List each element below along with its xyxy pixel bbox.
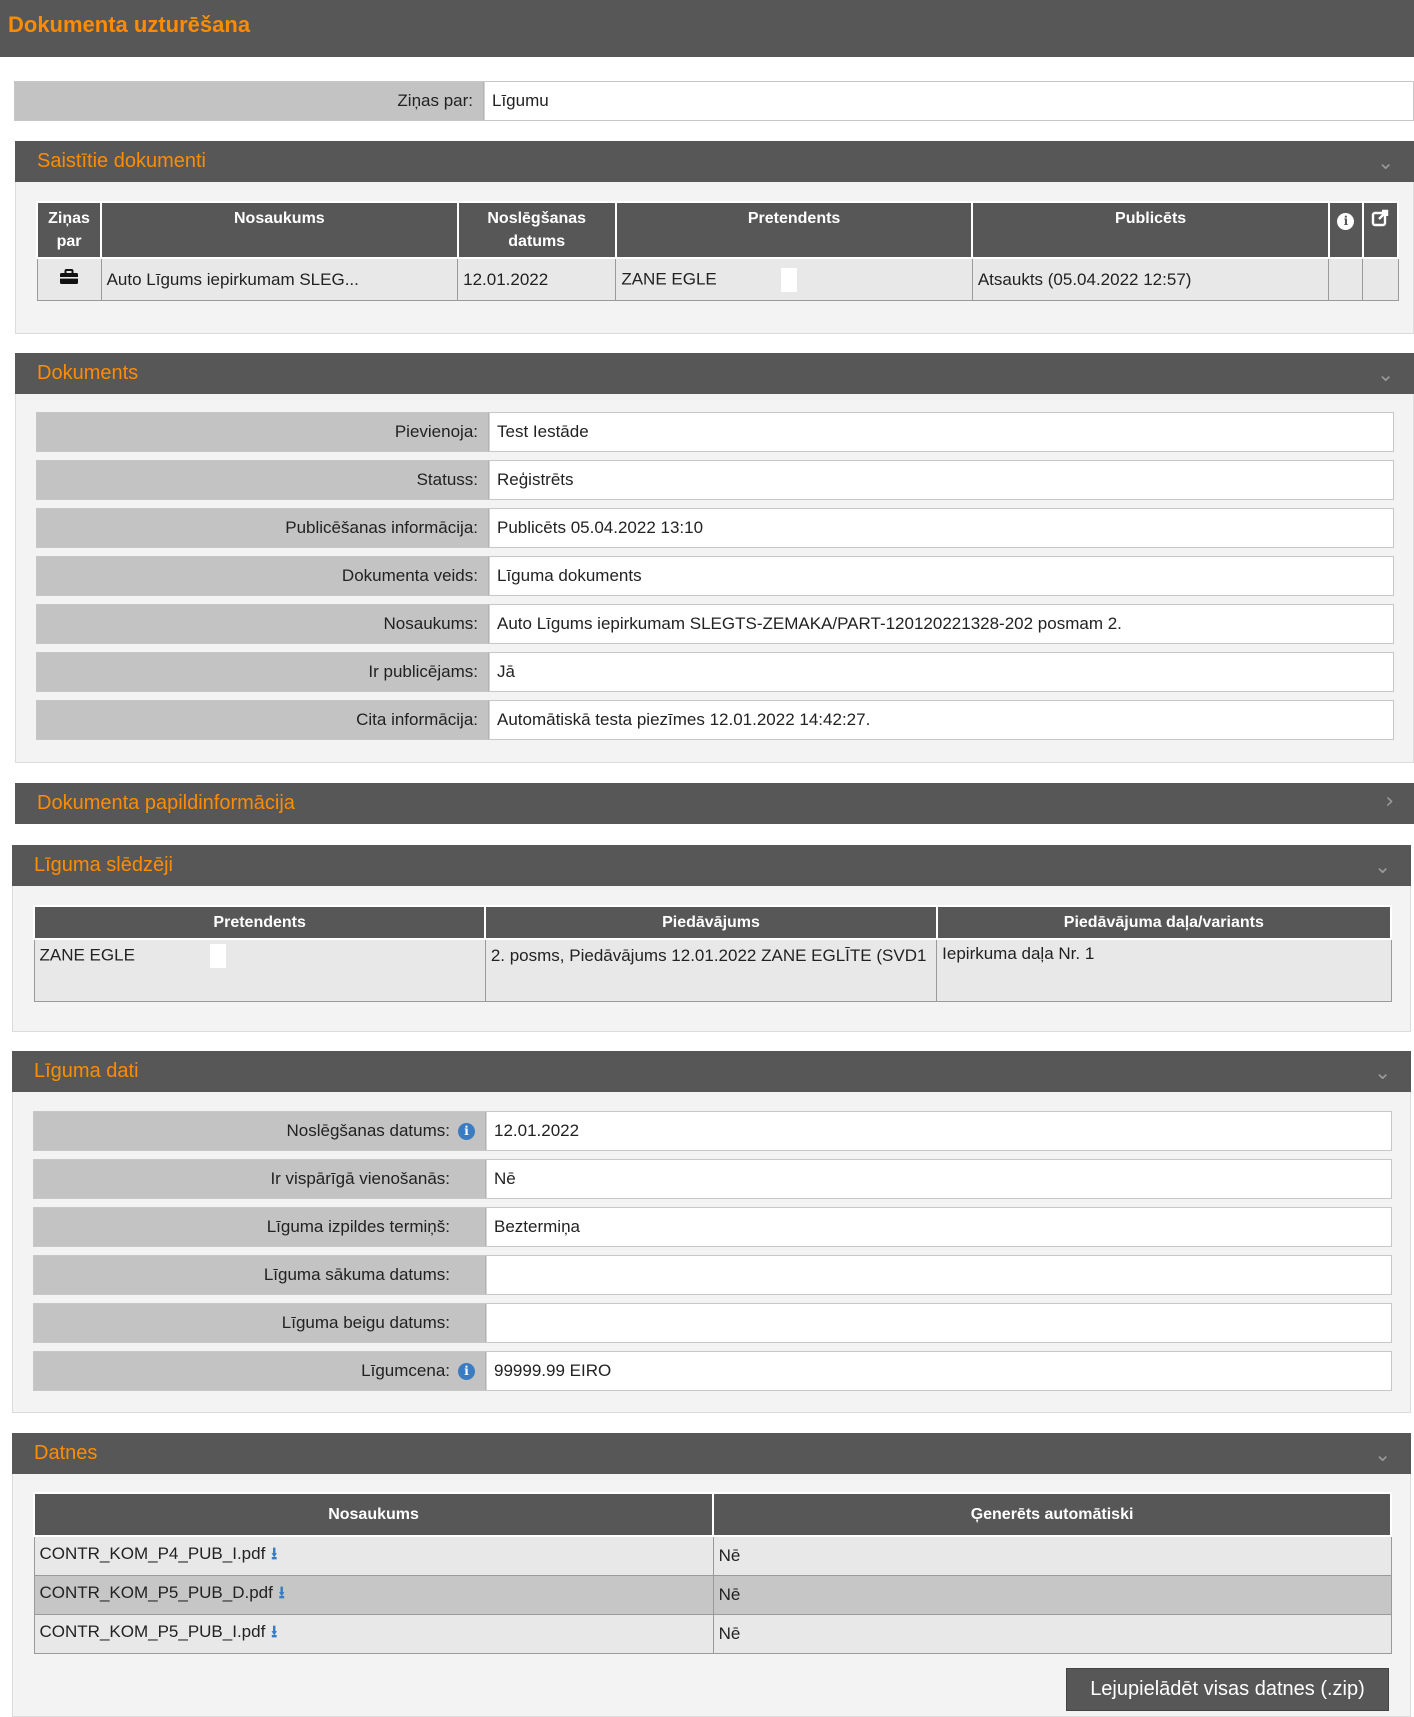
flag-box (210, 944, 226, 968)
flag-box (781, 268, 797, 292)
col-info (1329, 202, 1363, 258)
chevron-down-icon[interactable]: ⌄ (1374, 1442, 1391, 1466)
document-field-row (36, 604, 1394, 644)
auto-cell: Nē (713, 1614, 1391, 1653)
field-label: Ir publicējams: (37, 653, 489, 691)
field-label-text: Noslēgšanas datums: (286, 1121, 450, 1140)
col-open (1363, 202, 1398, 258)
document-field-row (36, 508, 1394, 548)
download-icon[interactable]: ⭳ (265, 1622, 278, 1643)
field-label-text: Ir vispārīgā vienošanās: (270, 1169, 450, 1188)
files-title: Datnes (34, 1442, 98, 1464)
field-label: Statuss: (37, 461, 489, 499)
col-bidder: Pretendents (34, 906, 485, 939)
info-icon[interactable]: i (458, 1363, 475, 1380)
col-bidder: Pretendents (616, 202, 973, 258)
about-label: Ziņas par: (15, 82, 484, 120)
field-label: Nosaukums: (37, 605, 489, 643)
field-value: Test Iestāde (489, 413, 1393, 451)
extra-info-header[interactable] (15, 783, 1414, 824)
field-label (34, 1160, 486, 1198)
contract-field-row (33, 1255, 1392, 1295)
contract-data-header[interactable] (12, 1051, 1411, 1092)
chevron-down-icon[interactable]: ⌄ (1374, 1060, 1391, 1084)
table-row (34, 1575, 1391, 1614)
file-link[interactable]: CONTR_KOM_P5_PUB_D.pdf (39, 1583, 273, 1603)
table-row (34, 1536, 1391, 1575)
published-cell: Atsaukts (05.04.2022 12:57) (972, 258, 1329, 300)
field-label (34, 1352, 486, 1390)
contract-data-title: Līguma dati (34, 1060, 139, 1082)
col-about: Ziņas par (37, 202, 101, 258)
col-file-name: Nosaukums (34, 1493, 713, 1536)
date-cell: 12.01.2022 (458, 258, 616, 300)
linked-docs-header[interactable] (15, 141, 1414, 182)
field-label (34, 1112, 486, 1150)
linked-docs-table (36, 201, 1399, 301)
field-label: Pievienoja: (37, 413, 489, 451)
page-title: Dokumenta uzturēšana (0, 0, 1414, 57)
col-date: Noslēgšanas datums (458, 202, 616, 258)
bidder-cell (34, 939, 485, 1001)
contractors-header[interactable] (12, 845, 1411, 886)
field-value: Nē (486, 1160, 1391, 1198)
document-header[interactable] (15, 353, 1414, 394)
info-icon[interactable]: i (458, 1123, 475, 1140)
file-name-cell (34, 1614, 713, 1653)
table-row[interactable] (34, 939, 1391, 1001)
field-value: Reģistrēts (489, 461, 1393, 499)
document-title: Dokuments (37, 362, 139, 384)
document-field-row (36, 652, 1394, 692)
auto-cell: Nē (713, 1536, 1391, 1575)
contract-field-row (33, 1111, 1392, 1151)
name-cell[interactable]: Auto Līgums iepirkumam SLEG... (101, 258, 458, 300)
auto-cell: Nē (713, 1575, 1391, 1614)
bidder-name: ZANE EGLE (621, 269, 717, 289)
linked-docs-title: Saistītie dokumenti (37, 150, 206, 172)
field-label-text: Līgumcena: (361, 1361, 450, 1380)
file-link[interactable]: CONTR_KOM_P4_PUB_I.pdf (39, 1544, 266, 1564)
part-cell: Iepirkuma daļa Nr. 1 (937, 939, 1391, 1001)
open-cell (1363, 258, 1398, 300)
field-value: 99999.99 EIRO (486, 1352, 1391, 1390)
contract-field-row (33, 1207, 1392, 1247)
field-value: Jā (489, 653, 1393, 691)
field-value: Līguma dokuments (489, 557, 1393, 595)
field-value: Automātiskā testa piezīmes 12.01.2022 14:42:27. (489, 701, 1393, 739)
field-value (486, 1304, 1391, 1342)
bidder-cell (616, 258, 973, 300)
bidder-name: ZANE EGLE (39, 945, 135, 965)
field-value: Auto Līgums iepirkumam SLEGTS-ZEMAKA/PART-120120221328-202 posmam 2. (489, 605, 1393, 643)
contract-field-row (33, 1303, 1392, 1343)
info-icon[interactable]: i (1337, 213, 1354, 230)
chevron-right-icon[interactable]: › (1385, 789, 1394, 814)
about-value: Līgumu (484, 82, 1413, 120)
chevron-down-icon[interactable]: ⌄ (1377, 150, 1394, 174)
table-row[interactable] (37, 258, 1398, 300)
chevron-down-icon[interactable]: ⌄ (1374, 854, 1391, 878)
files-table (33, 1492, 1392, 1654)
file-name-cell (34, 1536, 713, 1575)
download-all-button[interactable]: Lejupielādēt visas datnes (.zip) (1066, 1668, 1389, 1711)
files-header[interactable] (12, 1433, 1411, 1474)
contractors-table (33, 905, 1392, 1002)
about-cell (37, 258, 101, 300)
field-label: Cita informācija: (37, 701, 489, 739)
document-field-row (36, 700, 1394, 740)
col-part: Piedāvājuma daļa/variants (937, 906, 1391, 939)
file-name-cell (34, 1575, 713, 1614)
document-field-row (36, 556, 1394, 596)
field-label-text: Līguma beigu datums: (281, 1313, 450, 1332)
field-label (34, 1256, 486, 1294)
download-icon[interactable]: ⭳ (272, 1583, 285, 1604)
field-label (34, 1304, 486, 1342)
file-link[interactable]: CONTR_KOM_P5_PUB_I.pdf (39, 1622, 266, 1642)
field-label-text: Līguma sākuma datums: (263, 1265, 450, 1284)
briefcase-icon (59, 269, 79, 285)
col-auto: Ģenerēts automātiski (713, 1493, 1391, 1536)
field-label: Publicēšanas informācija: (37, 509, 489, 547)
col-published: Publicēts (972, 202, 1329, 258)
external-link-icon[interactable] (1371, 209, 1389, 227)
field-label (34, 1208, 486, 1246)
document-field-row (36, 460, 1394, 500)
field-value: Beztermiņa (486, 1208, 1391, 1246)
contract-field-row (33, 1351, 1392, 1391)
field-label: Dokumenta veids: (37, 557, 489, 595)
chevron-down-icon[interactable]: ⌄ (1377, 362, 1394, 386)
field-value: Publicēts 05.04.2022 13:10 (489, 509, 1393, 547)
col-name: Nosaukums (101, 202, 458, 258)
table-row (34, 1614, 1391, 1653)
document-field-row (36, 412, 1394, 452)
about-row (14, 81, 1414, 121)
offer-cell: 2. posms, Piedāvājums 12.01.2022 ZANE EGLĪTE (SVD1 (485, 939, 936, 1001)
field-value: 12.01.2022 (486, 1112, 1391, 1150)
info-cell (1329, 258, 1363, 300)
field-value (486, 1256, 1391, 1294)
download-icon[interactable]: ⭳ (265, 1544, 278, 1565)
field-label-text: Līguma izpildes termiņš: (266, 1217, 450, 1236)
col-offer: Piedāvājums (485, 906, 936, 939)
contractors-title: Līguma slēdzēji (34, 854, 173, 876)
contract-field-row (33, 1159, 1392, 1199)
extra-info-title: Dokumenta papildinformācija (37, 792, 295, 814)
